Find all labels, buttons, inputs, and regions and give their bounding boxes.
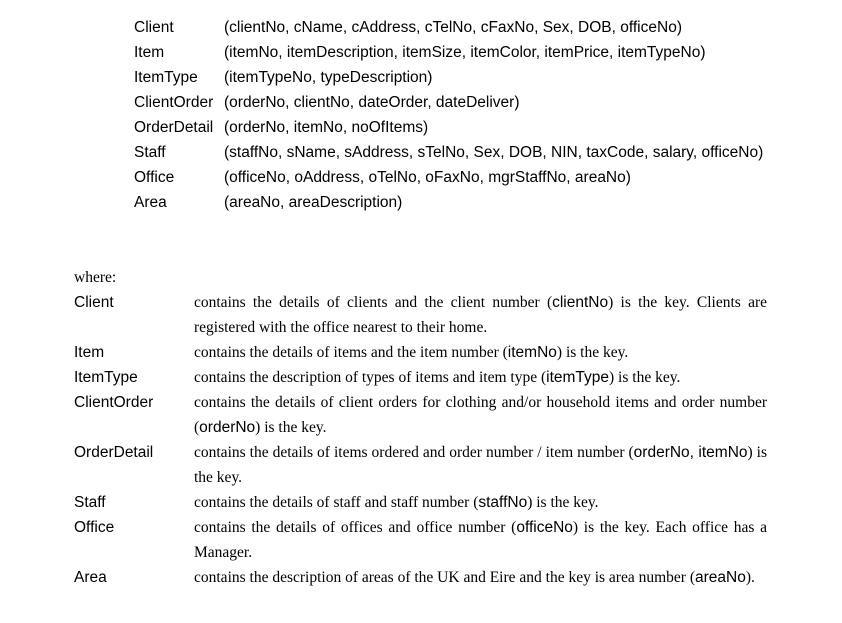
schema-row: [134, 90, 767, 115]
description-text-part: ).: [745, 569, 755, 586]
relation-schema-list: [134, 15, 767, 215]
description-text-part: contains the details of staff and staff number (: [194, 494, 479, 511]
relation-attributes: (orderNo, clientNo, dateOrder, dateDeliver): [224, 94, 520, 111]
description-relation-name: Item: [74, 344, 105, 361]
relation-name: Office: [134, 169, 175, 186]
description-text-part: ) is the key.: [255, 419, 327, 436]
key-attribute: clientNo: [552, 294, 609, 311]
schema-row: [134, 165, 767, 190]
description-text-part: ) is the key.: [527, 494, 599, 511]
description-relation-name: OrderDetail: [74, 444, 154, 461]
key-attribute: officeNo: [516, 519, 573, 536]
description-row: [74, 340, 767, 365]
key-attribute: orderNo, itemNo: [633, 444, 748, 461]
description-text-part: ) is the key. Clients are registered with the office nearest to their home.: [194, 294, 767, 336]
description-relation-name: Office: [74, 519, 115, 536]
description-text-part: contains the details of items ordered and order number / item number (: [194, 444, 634, 461]
relation-attributes: (areaNo, areaDescription): [224, 194, 403, 211]
schema-row: [134, 15, 767, 40]
description-text: [194, 490, 767, 515]
relation-name: Item: [134, 44, 165, 61]
relation-attributes: (itemNo, itemDescription, itemSize, itemColor, itemPrice, itemTypeNo): [224, 44, 706, 61]
schema-row: [134, 65, 767, 90]
description-text-part: ) is the key.: [609, 369, 681, 386]
description-relation-name: Client: [74, 294, 114, 311]
relation-name: ItemType: [134, 69, 198, 86]
schema-row: [134, 140, 767, 165]
description-relation-name: ClientOrder: [74, 394, 154, 411]
description-text: [194, 565, 767, 590]
description-relation-name: ItemType: [74, 369, 138, 386]
description-relation-name: Staff: [74, 494, 106, 511]
description-text-part: contains the details of offices and office number (: [194, 519, 517, 536]
key-attribute: orderNo: [199, 419, 256, 436]
description-text: [194, 365, 767, 390]
schema-row: [134, 115, 767, 140]
description-text-part: contains the description of types of items and item type (: [194, 369, 547, 386]
relation-attributes: (officeNo, oAddress, oTelNo, oFaxNo, mgrStaffNo, areaNo): [224, 169, 631, 186]
description-row: [74, 365, 767, 390]
relation-description-list: [74, 290, 767, 590]
description-text-part: contains the details of items and the item number (: [194, 344, 508, 361]
key-attribute: itemType: [546, 369, 610, 386]
relation-attributes: (itemTypeNo, typeDescription): [224, 69, 433, 86]
description-text-part: ) is the key. Each office has a Manager.: [194, 519, 767, 561]
description-text: [194, 340, 767, 365]
key-attribute: itemNo: [507, 344, 557, 361]
relation-attributes: (clientNo, cName, cAddress, cTelNo, cFaxNo, Sex, DOB, officeNo): [224, 19, 682, 36]
key-attribute: areaNo: [694, 569, 746, 586]
description-row: [74, 565, 767, 590]
description-text-part: contains the description of areas of the UK and Eire and the key is area number (: [194, 569, 695, 586]
relation-attributes: (staffNo, sName, sAddress, sTelNo, Sex, DOB, NIN, taxCode, salary, officeNo): [224, 144, 764, 161]
relation-name: OrderDetail: [134, 119, 214, 136]
description-text: [194, 390, 767, 440]
where-label: where:: [74, 269, 117, 286]
description-relation-name: Area: [74, 569, 107, 586]
description-text-part: ) is the key.: [556, 344, 629, 361]
description-text: [194, 515, 767, 565]
description-row: [74, 515, 767, 565]
relation-name: Area: [134, 194, 167, 211]
relation-name: Client: [134, 19, 174, 36]
key-attribute: staffNo: [478, 494, 528, 511]
description-row: [74, 390, 767, 440]
schema-row: [134, 40, 767, 65]
description-text-part: contains the details of clients and the client number (: [194, 294, 553, 311]
description-text: [194, 440, 767, 490]
relation-name: Staff: [134, 144, 166, 161]
schema-row: [134, 190, 767, 215]
where-heading: [74, 265, 116, 290]
description-text: [194, 290, 767, 340]
relation-name: ClientOrder: [134, 94, 214, 111]
description-text-part: ) is the key.: [194, 444, 768, 486]
description-row: [74, 440, 767, 490]
description-text-part: contains the details of client orders for clothing and/or household items and order number (: [194, 394, 767, 436]
relation-attributes: (orderNo, itemNo, noOfItems): [224, 119, 429, 136]
description-row: [74, 490, 767, 515]
description-row: [74, 290, 767, 340]
